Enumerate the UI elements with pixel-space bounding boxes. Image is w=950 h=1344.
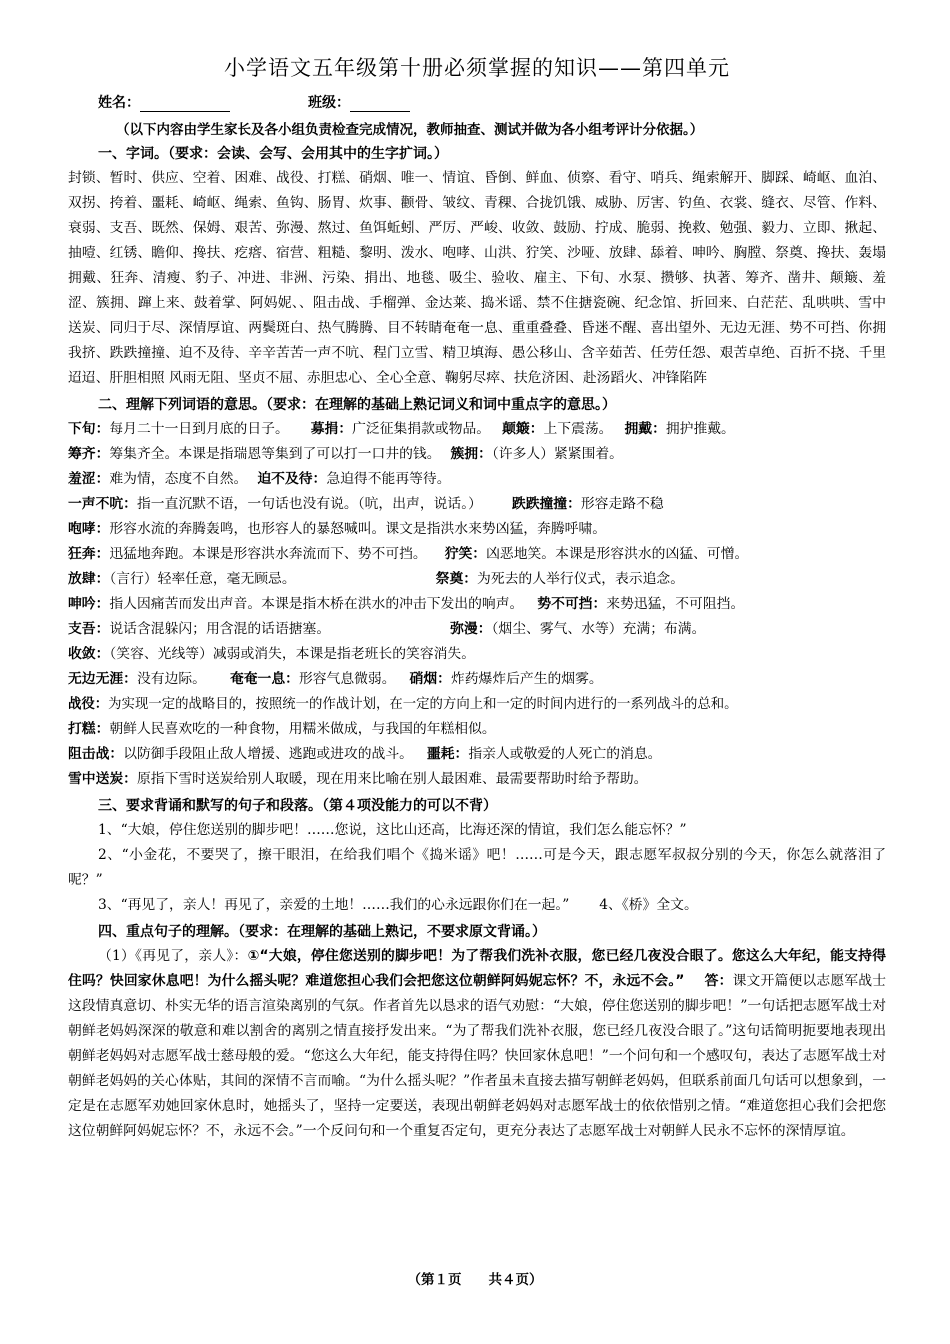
meaning: 上下震荡。 <box>543 421 613 437</box>
key-sentence-paragraph <box>68 944 886 1144</box>
term: 打糕： <box>68 721 110 737</box>
term: 祭奠： <box>435 571 478 587</box>
meaning: 没有边际。 <box>136 671 206 687</box>
term: 雪中送炭： <box>68 771 137 787</box>
meaning: 急迫得不能再等待。 <box>326 471 451 487</box>
term: 咆哮： <box>68 521 110 537</box>
answer-label: 答： <box>704 973 733 989</box>
meaning: 形容气息微弱。 <box>298 671 396 687</box>
student-info <box>98 92 886 112</box>
definition-line <box>68 767 886 792</box>
term: 战役： <box>68 697 109 712</box>
definition-line <box>68 717 886 742</box>
section-1-heading: 一、字词。（要求：会读、会写、会用其中的生字扩词。） <box>98 146 448 162</box>
meaning: 说话含混躲闪；用含混的话语搪塞。 <box>109 621 331 637</box>
meaning: （烟尘、雾气、水等）充满；布满。 <box>491 621 706 637</box>
term: 簇拥： <box>450 446 492 462</box>
meaning: 拥护推戴。 <box>665 421 735 437</box>
term: 阻击战： <box>68 746 124 762</box>
definition-line <box>68 742 886 767</box>
instruction-note: （以下内容由学生家长及各小组负责检查完成情况，教师抽查、测试并做为各小组考评计分依据。） <box>116 122 704 138</box>
meaning: 筹集齐全。本课是指瑞恩等集到了可以打一口井的钱。 <box>109 446 441 462</box>
class-label: 班级： <box>308 95 350 111</box>
meaning: 凶恶地笑。本课是形容洪水的凶猛、可憎。 <box>486 546 749 562</box>
section-3-heading: 三、要求背诵和默写的句子和段落。（第４项没能力的可以不背） <box>98 798 497 814</box>
meaning: 指一直沉默不语，一句话也没有说。（吭，出声，说话。） <box>136 496 482 512</box>
term: 拥戴： <box>624 421 666 437</box>
meaning: 为死去的人举行仪式，表示追念。 <box>477 571 684 587</box>
definition-line <box>68 467 886 492</box>
term: 呻吟： <box>68 596 110 612</box>
term: 弥漫： <box>450 621 492 637</box>
term: 噩耗： <box>426 746 469 762</box>
term: 硝烟： <box>409 671 451 687</box>
meaning: 指人因痛苦而发出声音。本课是指木桥在洪水的冲击下发出的响声。 <box>109 596 524 612</box>
definition-line <box>68 642 886 667</box>
meaning: 炸药爆炸后产生的烟雾。 <box>450 671 603 687</box>
term: 筹齐： <box>68 446 110 462</box>
term: 羞涩： <box>68 471 110 487</box>
answer-text: 课文开篇便以志愿军战士这段情真意切、朴实无华的语言渲染离别的气氛。作者首先以恳求的语气劝慰：“大娘，停住您送别的脚步吧！”一句话把志愿军战士对朝鲜老妈妈深深的敬意和难以割舍的离别之情直接抒发出来。“为了帮我们洗补衣服，您已经几夜没合眼了。”这句话简明扼要地表现出朝鲜老妈妈对志愿军战士慈母般的爱。“您这么大年纪，能支持得住吗？快回家休息吧！”一个问句和一个感叹句，表达了志愿军战士对朝鲜老妈妈的关心体贴，其间的深情不言而喻。“为什么摇头呢？”作者虽未直接去描写朝鲜老妈妈，但联系前面几句话可以想象到，一定是在志愿军劝她回家休息时，她摇头了，坚持一定要送，表现出朝鲜老妈妈对志愿军战士的依依惜别之情。“难道您担心我们会把您这位朝鲜阿妈妮忘怀？不，永远不会。”一个反问句和一个重复否定句，更充分表达了志愿军战士对朝鲜人民永不忘怀的深情厚谊。 <box>68 973 887 1139</box>
term: 颠簸： <box>502 421 544 437</box>
meaning: 指亲人或敬爱的人死亡的消息。 <box>468 746 662 762</box>
meaning: （笑容、光线等）减弱或消失，本课是指老班长的笑容消失。 <box>109 646 476 662</box>
meaning: 为实现一定的战略目的，按照统一的作战计划，在一定的方向上和一定的时间内进行的一系列战斗的总和。 <box>108 697 738 712</box>
definition-line <box>68 617 886 642</box>
term: 一声不吭： <box>68 496 137 512</box>
definition-line <box>68 492 886 517</box>
term: 迫不及待： <box>257 471 327 487</box>
meaning: （许多人）紧紧围着。 <box>491 446 623 462</box>
meaning: 形容水流的奔腾轰鸣，也形容人的暴怒喊叫。课文是指洪水来势凶猛，奔腾呼啸。 <box>109 521 607 537</box>
meaning: （言行）轻率任意，毫无顾忌。 <box>109 571 296 587</box>
term: 无边无涯： <box>68 671 137 687</box>
term: 下旬： <box>68 421 110 437</box>
page-title: 小学语文五年级第十册必须掌握的知识——第四单元 <box>224 56 730 80</box>
recitation-item: 2、“小金花，不要哭了，擦干眼泪，在给我们唱个《捣米谣》吧！……可是今天，跟志愿军叔叔分别的今天，你怎么就落泪了呢？” <box>68 847 886 888</box>
class-blank[interactable] <box>350 97 410 112</box>
definition-line <box>68 417 886 442</box>
meaning: 广泛征集捐款或物品。 <box>352 421 491 437</box>
meaning: 以防御手段阻止敌人增援、逃跑或进攻的战斗。 <box>123 746 413 762</box>
recitation-item: 1、“大娘，停住您送别的脚步吧！……您说，这比山还高，比海还深的情谊，我们怎么能忘怀？” <box>98 822 687 838</box>
definition-line <box>68 542 886 567</box>
recitation-item <box>68 893 886 918</box>
definitions <box>68 417 886 792</box>
key-sentence: ①“大娘，停住您送别的脚步吧！为了帮我们洗补衣服，您已经几夜没合眼了。您这么大年纪，能支持得住吗？快回家休息吧！为什么摇头呢？难道您担心我们会把您这位朝鲜阿妈妮忘怀？不，永远不会。” <box>68 948 886 989</box>
vocabulary-list: 封锁、暂时、供应、空着、困难、战役、打糕、硝烟、唯一、情谊、昏倒、鲜血、侦察、看守、哨兵、绳索解开、脚踩、崎岖、血泊、双拐、挎着、噩耗、崎岖、绳索、鱼钩、肠胃、炊事、颧骨、皱纹、青稞、合拢饥饿、威胁、厉害、钓鱼、衣裳、缝衣、尽管、作料、衰弱、支吾、既然、保姆、艰苦、弥漫、熬过、鱼饵蚯蚓、严厉、严峻、收敛、鼓励、拧成、脆弱、挽救、勉强、毅力、立即、揪起、抽噎、红锈、瞻仰、搀扶、疙瘩、宿营、粗糙、黎明、泼水、咆哮、山洪、狞笑、沙哑、放肆、舔着、呻吟、胸膛、祭奠、搀扶、轰塌拥戴、狂奔、清瘦、豹子、冲进、非洲、污染、捐出、地毯、吸尘、验收、雇主、下旬、水泵、攒够、执著、筹齐、凿井、颠簸、羞涩、簇拥、蹿上来、鼓着掌、阿妈妮、、阻击战、手榴弹、金达莱、捣米谣、禁不住搪瓷碗、纪念馆、折回来、白茫茫、乱哄哄、雪中送炭、同归于尽、深情厚谊、两鬓斑白、热气腾腾、目不转睛奄奄一息、重重叠叠、昏迷不醒、喜出望外、无边无涯、势不可挡、你拥我挤、跌跌撞撞、迫不及待、辛辛苦苦一声不吭、程门立雪、精卫填海、愚公移山、含辛茹苦、任劳任怨、艰苦卓绝、百折不挠、千里迢迢、肝胆相照 风雨无阻、坚贞不屈、赤胆忠心、全心全意、鞠躬尽瘁、扶危济困、赴汤蹈火、冲锋陷阵 <box>68 170 886 386</box>
definition-line <box>68 592 886 617</box>
term: 跌跌撞撞： <box>511 496 581 512</box>
term: 狂奔： <box>68 546 110 562</box>
name-blank[interactable] <box>140 97 230 112</box>
term: 势不可挡： <box>537 596 607 612</box>
section-2-heading: 二、理解下列词语的意思。（要求：在理解的基础上熟记词义和词中重点字的意思。） <box>98 397 616 413</box>
meaning: 难为情，态度不自然。 <box>109 471 248 487</box>
term: 收敛： <box>68 646 110 662</box>
recitation-text: 3、“再见了，亲人！再见了，亲爱的土地！……我们的心永远跟你们在一起。” <box>98 897 570 913</box>
page-footer: （第１页 共４页） <box>407 1272 543 1288</box>
document-page <box>68 52 886 1144</box>
meaning: 来势迅猛，不可阻挡。 <box>606 596 745 612</box>
meaning: 朝鲜人民喜欢吃的一种食物，用糯米做成，与我国的年糕相似。 <box>109 721 496 737</box>
term: 奄奄一息： <box>229 671 299 687</box>
meaning: 形容走路不稳 <box>580 496 664 512</box>
term: 狞笑： <box>444 546 487 562</box>
meaning: 原指下雪时送炭给别人取暖，现在用来比喻在别人最困难、最需要帮助时给予帮助。 <box>136 771 648 787</box>
term: 募捐： <box>310 421 353 437</box>
definition-line <box>68 692 886 717</box>
definition-line <box>68 567 886 592</box>
term: 放肆： <box>68 571 110 587</box>
name-label: 姓名： <box>98 95 140 111</box>
meaning: 每月二十一日到月底的日子。 <box>109 421 289 437</box>
definition-line <box>68 667 886 692</box>
definition-line <box>68 517 886 542</box>
recitation-text: 4、《桥》全文。 <box>599 897 698 913</box>
definition-line <box>68 442 886 467</box>
term: 支吾： <box>68 621 110 637</box>
lesson-title: （1）《再见了，亲人》： <box>98 948 248 964</box>
section-4-heading: 四、重点句子的理解。（要求：在理解的基础上熟记，不要求原文背诵。） <box>98 924 546 940</box>
meaning: 迅猛地奔跑。本课是形容洪水奔流而下、势不可挡。 <box>109 546 427 562</box>
